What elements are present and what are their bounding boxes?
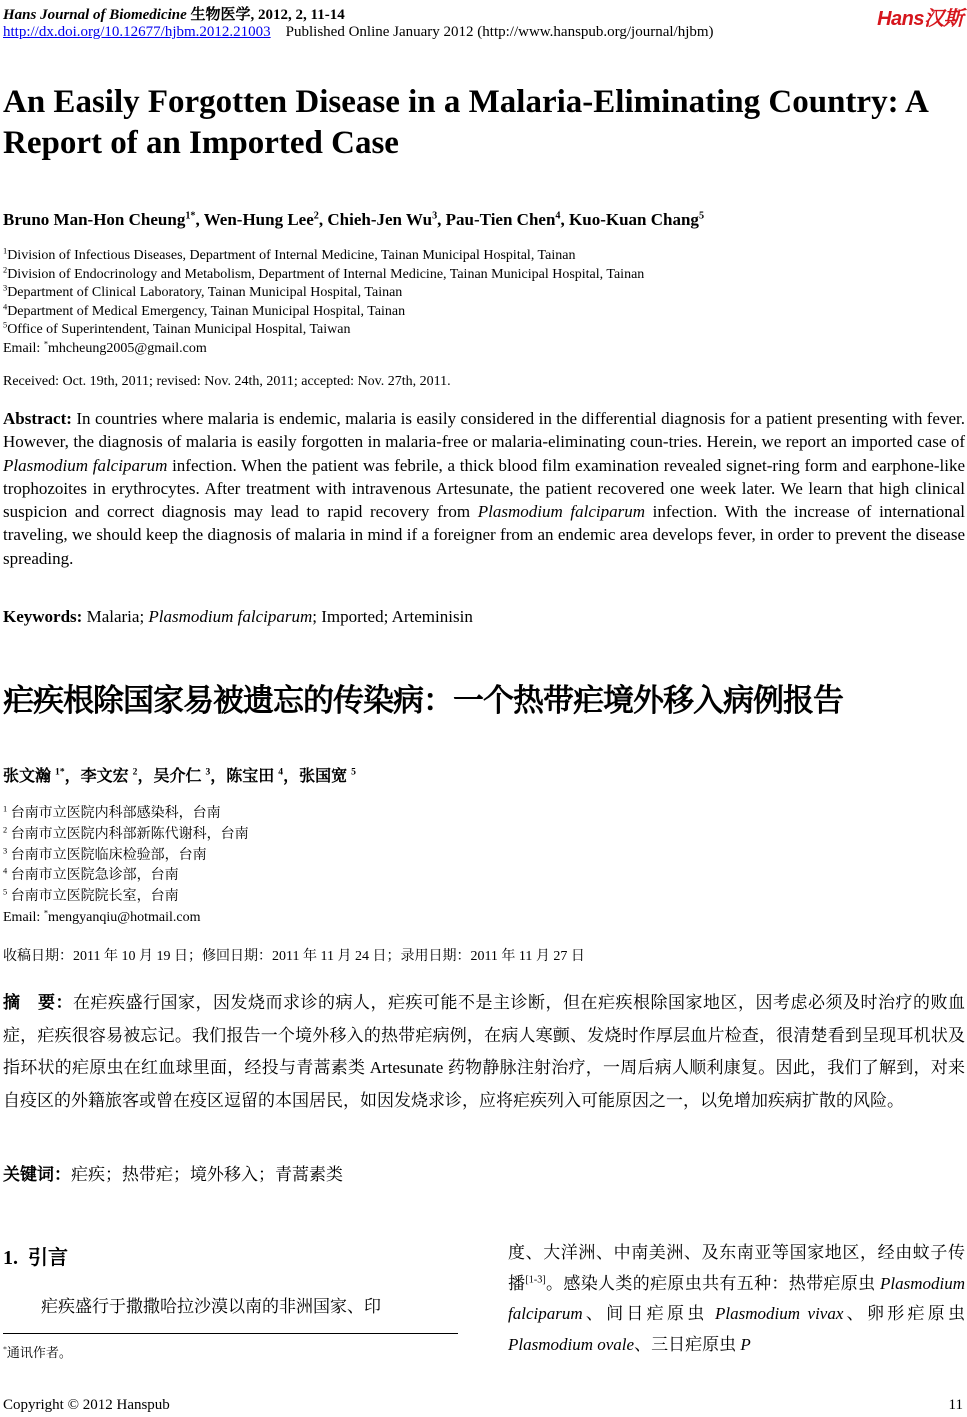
cn-keywords-label: 关键词： <box>3 1165 71 1185</box>
doi-link[interactable]: http://dx.doi.org/10.12677/hjbm.2012.21003 <box>3 24 271 40</box>
cn-author: 张国宽 $^5$ <box>299 766 356 785</box>
volume-info: , 2012, 2, 11-14 <box>250 7 345 23</box>
page-number: 11 <box>948 1397 963 1413</box>
author: Bruno Man-Hon Cheung$^{1*}$ <box>3 210 196 229</box>
cn-affiliation-list <box>3 804 249 929</box>
journal-name: Hans Journal of Biomedicine <box>3 7 187 23</box>
cn-email-address[interactable]: mengyanqiu@hotmail.com <box>48 909 201 925</box>
author: Chieh-Jen Wu$^3$ <box>327 210 438 229</box>
cn-affiliation: $^4$ 台南市立医院急诊部，台南 <box>3 866 179 884</box>
author: Wen-Hung Lee$^2$ <box>203 210 319 229</box>
author: Kuo-Kuan Chang$^5$ <box>569 210 705 229</box>
cn-author: 吴介仁 $^3$， <box>153 766 227 785</box>
abstract: Abstract: In countries where malaria is endemic, malaria is easily considered in the differential diagnosis for a patient presenting with fever. However, the diagnosis of malaria is easily forgotten in malaria-free or malaria-eliminating coun-tries. Herein, we report an imported case of Plasmodium falciparum infection. When the patient was febrile, a thick blood film examination revealed signet-ring form and earphone-like trophozoites in erythrocytes. After treatment with intravenous Artesunate, the patient recovered one week later. We learn that high clinical suspicion and correct diagnosis may lead to rapid recovery from Plasmodium falciparum infection. With the increase of international traveling, we should keep the diagnosis of malaria in mind if a foreigner from an endemic area develops fever, in order to prevent the disease spreading. <box>3 409 965 568</box>
intro-paragraph: 疟疾盛行于撒撒哈拉沙漠以南的非洲国家、印 <box>41 1297 381 1316</box>
author-list: Bruno Man-Hon Cheung$^{1*}$, Wen-Hung Lee$^2$, Chieh-Jen Wu$^3$, Pau-Tien Chen$^4$, Kuo-Kuan Chang$^5$ <box>3 210 705 229</box>
cn-author: 李文宏 $^2$， <box>80 766 154 785</box>
journal-name-cn: 生物医学 <box>190 7 251 23</box>
received-dates: Received: Oct. 19th, 2011; revised: Nov. 24th, 2011; accepted: Nov. 27th, 2011. <box>3 374 451 389</box>
cn-abstract-label: 摘 要： <box>3 993 73 1012</box>
keywords: Keywords: Malaria; Plasmodium falciparum; Imported; Arteminisin <box>3 607 473 626</box>
cn-keywords: 关键词：疟疾；热带疟；境外移入；青蒿素类 <box>3 1165 343 1185</box>
affiliation: $^3$Department of Clinical Laboratory, Tainan Municipal Hospital, Tainan <box>3 283 403 301</box>
right-column-text: 度、大洋洲、中南美洲、及东南亚等国家地区，经由蚊子传播[1-3]。感染人类的疟原虫共有五种：热带疟原虫 Plasmodium falciparum、间日疟原虫 Plasmodium vivax、卵形疟原虫 Plasmodium ovale、三日疟原虫 P <box>508 1243 966 1354</box>
doi-line <box>3 24 714 41</box>
copyright: Copyright © 2012 Hanspub <box>3 1397 170 1413</box>
hans-logo: Hans汉斯 <box>877 8 963 30</box>
abstract-label: Abstract: <box>3 409 72 428</box>
cn-email-line: Email: *mengyanqiu@hotmail.com <box>3 908 201 925</box>
cn-author: 陈宝田 $^4$， <box>226 766 300 785</box>
affiliation: $^1$Division of Infectious Diseases, Department of Internal Medicine, Tainan Municipal Hospital, Tainan <box>3 246 576 263</box>
affiliation: $^5$Office of Superintendent, Tainan Municipal Hospital, Taiwan <box>3 320 351 338</box>
cn-author: 张文瀚 $^{1*}$， <box>3 766 81 785</box>
email-line: Email: *mhcheung2005@gmail.com <box>3 339 207 356</box>
section-heading: 1. 引言 <box>3 1247 68 1269</box>
cn-author-list <box>3 763 356 786</box>
journal-header <box>3 3 345 24</box>
affiliation: $^4$Department of Medical Emergency, Tainan Municipal Hospital, Tainan <box>3 302 406 319</box>
footnote-divider <box>3 1333 458 1334</box>
citation-ref[interactable]: [1-3] <box>525 1273 546 1285</box>
email-address[interactable]: mhcheung2005@gmail.com <box>48 340 207 356</box>
keywords-label: Keywords: <box>3 607 83 626</box>
cn-affiliation: $^2$ 台南市立医院内科部新陈代谢科，台南 <box>3 825 249 842</box>
cn-paper-title: 疟疾根除国家易被遗忘的传染病：一个热带疟境外移入病例报告 <box>3 683 843 719</box>
footnote: *通讯作者。 <box>3 1344 72 1360</box>
affiliation: $^2$Division of Endocrinology and Metabolism, Department of Internal Medicine, Tainan Municipal Hospital, Tainan <box>3 264 645 282</box>
cn-affiliation: $^1$ 台南市立医院内科部感染科，台南 <box>3 804 221 821</box>
affiliation-list <box>3 247 644 359</box>
author: Pau-Tien Chen$^4$ <box>445 210 561 229</box>
cn-received-dates: 收稿日期：2011 年 10 月 19 日；修回日期：2011 年 11 月 24 日；录用日期：2011 年 11 月 27 日 <box>3 949 585 964</box>
published-info: Published Online January 2012 (http://www.hanspub.org/journal/hjbm) <box>285 24 714 40</box>
cn-affiliation: $^3$ 台南市立医院临床检验部，台南 <box>3 845 207 863</box>
cn-abstract: 摘 要：在疟疾盛行国家，因发烧而求诊的病人，疟疾可能不是主诊断，但在疟疾根除国家地区，因考虑必须及时治疗的败血症，疟疾很容易被忘记。我们报告一个境外移入的热带疟病例，在病人寒颤、发烧时作厚层血片检查，很清楚看到呈现耳机状及指环状的疟原虫在红血球里面，经投与青蒿素类 Artesunate 药物静脉注射治疗，一周后病人顺利康复。因此，我们了解到，对来自疫区的外籍旅客或曾在疫区逗留的本国居民，如因发烧求诊，应将疟疾列入可能原因之一，以免增加疾病扩散的风险。 <box>3 993 965 1110</box>
paper-title: An Easily Forgotten Disease in a Malaria-Eliminating Country: A Report of an Imported Case <box>3 84 927 161</box>
cn-affiliation: $^5$ 台南市立医院院长室，台南 <box>3 887 179 905</box>
